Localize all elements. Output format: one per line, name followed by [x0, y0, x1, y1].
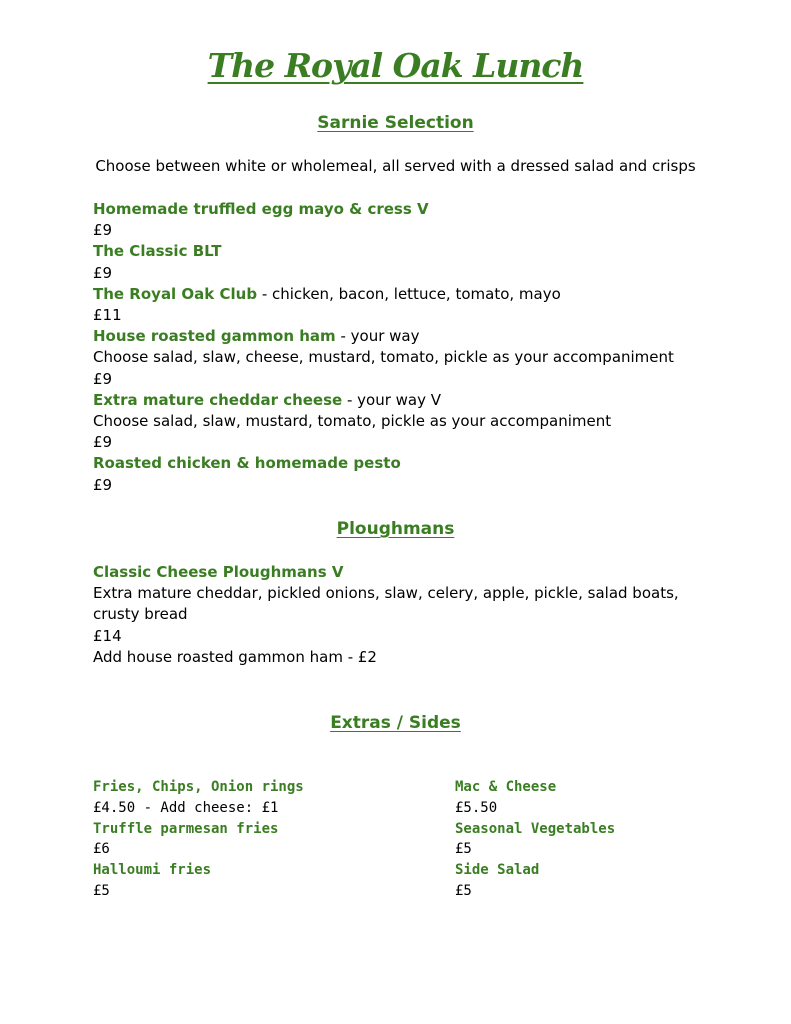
item-name: The Classic BLT [93, 242, 222, 261]
item-name: Side Salad [455, 862, 540, 879]
item-description: Choose salad, slaw, mustard, tomato, pickle as your accompaniment [93, 412, 612, 431]
item-price: £14 [93, 626, 122, 645]
item-name: Truffle parmesan fries [93, 820, 279, 837]
item-addon: Add house roasted gammon ham - £2 [93, 647, 377, 666]
item-price: £9 [93, 433, 113, 452]
item-price: £5.50 [455, 799, 498, 816]
item-name: The Royal Oak Club [93, 284, 258, 303]
item-name: Halloumi fries [93, 862, 212, 879]
sarnie-intro: Choose between white or wholemeal, all served with a dressed salad and crisps [95, 157, 696, 175]
item-name: Classic Cheese Ploughmans V [93, 563, 344, 581]
item-name: Roasted chicken & homemade pesto [93, 454, 401, 473]
menu-item [93, 199, 693, 220]
item-suffix: - your way V [342, 390, 442, 409]
item-price: £9 [93, 221, 113, 240]
item-suffix: - your way [335, 327, 420, 346]
menu-item [93, 284, 693, 305]
ploughmans-list [93, 562, 691, 668]
item-price: £9 [93, 263, 113, 282]
extras-heading: Extras / Sides [330, 713, 461, 733]
item-suffix: - chicken, bacon, lettuce, tomato, mayo [257, 284, 561, 303]
menu-item [93, 453, 693, 474]
item-price: £5 [455, 882, 472, 899]
item-name: Seasonal Vegetables [455, 820, 616, 837]
item-price: £6 [93, 841, 110, 858]
extras-right-column [455, 777, 755, 902]
item-price: £4.50 - Add cheese: £1 [93, 799, 279, 816]
page-title: The Royal Oak Lunch [207, 46, 584, 85]
item-price: £5 [93, 882, 110, 899]
item-price: £5 [455, 841, 472, 858]
ploughmans-heading: Ploughmans [336, 519, 455, 539]
item-name: Homemade truffled egg mayo & cress V [93, 200, 429, 218]
menu-item [93, 326, 693, 347]
item-price: £11 [93, 306, 122, 325]
item-price: £9 [93, 475, 113, 494]
item-name: Extra mature cheddar cheese [93, 390, 343, 409]
item-description: Extra mature cheddar, pickled onions, slaw, celery, apple, pickle, salad boats, crusty bread [93, 584, 679, 624]
sarnie-heading: Sarnie Selection [317, 113, 474, 133]
item-price: £9 [93, 369, 113, 388]
menu-item [93, 241, 693, 262]
item-description: Choose salad, slaw, cheese, mustard, tomato, pickle as your accompaniment [93, 348, 674, 367]
menu-item [93, 390, 693, 411]
item-name: Mac & Cheese [455, 779, 557, 795]
item-name: Fries, Chips, Onion rings [93, 779, 304, 795]
item-name: House roasted gammon ham [93, 327, 336, 346]
extras-left-column [93, 777, 433, 902]
sarnie-list [93, 199, 693, 496]
